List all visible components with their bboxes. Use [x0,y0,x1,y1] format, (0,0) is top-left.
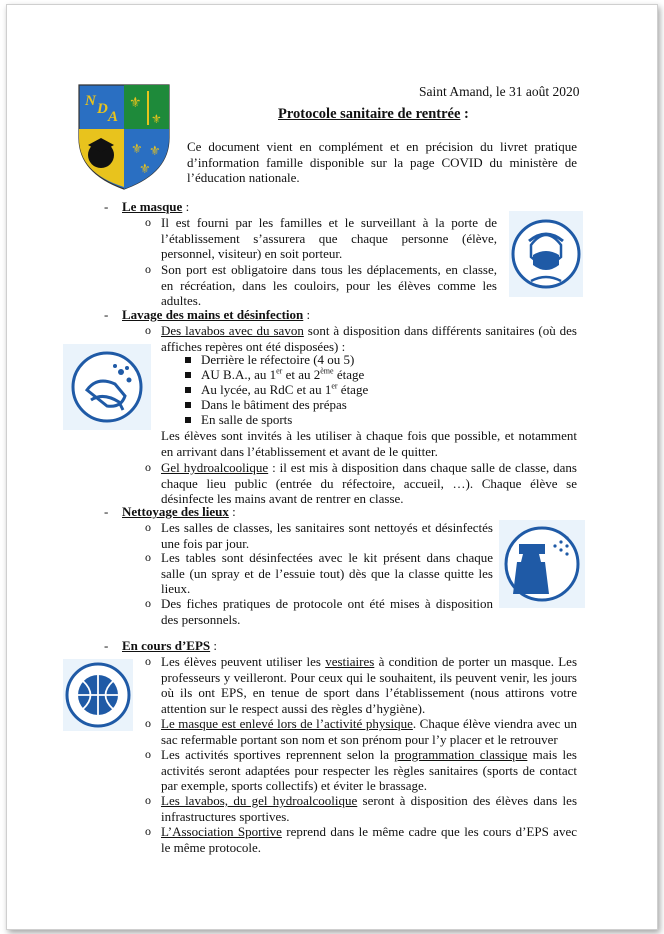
list-bullet: o [145,323,151,337]
svg-text:⚜: ⚜ [149,143,161,158]
basketball-icon [63,659,133,731]
eps-item-1-a: Les élèves peuvent utiliser les [161,654,326,669]
square-bullet [185,387,191,393]
nettoyage-title-suffix: : [228,504,236,519]
sanitaire-ba-mid: et au 2 [282,367,321,382]
list-bullet: o [145,824,151,838]
square-bullet [185,372,191,378]
eps-title-suffix: : [210,638,218,653]
eps-item-3-b: mais les activités seront adaptées pour respecter les règles sanitaires (sports de contact par exemple, sports collectifs) et éviter le brassage. [161,747,577,793]
sanitaire-lycee-end: étage [337,382,369,397]
section-title-masque [122,199,189,215]
eps-item-4 [161,793,577,824]
sup-er: er [276,366,283,376]
sup-eme: ème [320,366,334,376]
eps-item-4-b: seront à disposition des élèves dans les infrastructures sportives. [161,793,577,824]
list-bullet: o [145,654,151,668]
list-bullet: o [145,550,151,564]
nettoyage-item-2: Les tables sont désinfectées avec le kit présent dans chaque salle (un spray et de l’essuie tout) dès que la classe quitte les lieux. [161,550,493,596]
section-title-eps [122,638,217,654]
eps-item-3 [161,747,577,794]
sanitaire-prepas: Dans le bâtiment des prépas [201,397,347,412]
svg-text:N: N [85,93,96,109]
masque-item-2: Son port est obligatoire dans tous les déplacements, en classe, en récréation, dans les couloirs, pour les élèves comme les adultes. [161,262,497,308]
section-dash: - [104,638,109,653]
eps-item-5 [161,824,577,855]
document-page [6,4,658,930]
sanitaire-ba-end: étage [333,367,365,382]
list-bullet: o [145,596,151,610]
sanitaire-refectoire: Derrière le réfectoire (4 ou 5) [201,352,355,367]
spray-bottle-icon [499,520,585,608]
sanitaire-lycee [201,382,368,398]
list-bullet: o [145,262,151,276]
eps-item-1-b: à condition de porter un masque. Les professeurs y veilleront. Pour ceux qui le souhaitent, ils peuvent venir, les jours où ils ont EPS, en tenue de sport dans l’établissement (nous attirons votre attention sur le respect aussi des règles d’hygiène). [161,654,577,716]
list-bullet: o [145,460,151,474]
eps-item-2-b: . Chaque élève viendra avec un sac refermable portant son nom et son prénom pour l’y placer et le retrouver [161,716,577,747]
masque-title-suffix: : [182,199,190,214]
gel-link: Gel hydroalcoolique [161,460,269,475]
document-title-suffix: : [460,106,469,122]
intro-paragraph: Ce document vient en complément et en précision du livret pratique d’information famille disponible sur la page COVID du ministère de l’éducation nationale. [187,139,577,185]
eps-title: En cours d’EPS [122,638,211,653]
document-title: Protocole sanitaire de rentrée [278,106,461,122]
lavabos-gel-link: Les lavabos, du gel hydroalcoolique [161,793,358,808]
section-title-lavage [122,307,310,323]
section-dash: - [104,199,109,214]
lavage-item-1-text: sont à disposition dans différents sanitaires (où des affiches repères ont été disposées) : [161,323,577,354]
sanitaire-lycee-text: Au lycée, au RdC et au 1 [201,382,332,397]
document-date: Saint Amand, le 31 août 2020 [419,84,580,99]
eps-item-5-b: reprend dans le même cadre que les cours d’EPS avec le même protocole. [161,824,577,855]
eps-item-3-a: Les activités sportives reprennent selon la [161,747,395,762]
svg-text:A: A [108,109,119,125]
section-dash: - [104,307,109,322]
svg-text:D: D [97,101,108,117]
face-mask-icon [509,211,583,297]
association-sportive-link: L’Association Sportive [161,824,282,839]
svg-text:⚜: ⚜ [151,112,162,126]
hand-washing-icon [63,344,151,430]
svg-text:⚜: ⚜ [131,141,143,156]
school-crest-logo [77,83,171,191]
eps-item-1 [161,654,577,716]
square-bullet [185,402,191,408]
section-title-nettoyage [122,504,236,520]
eps-item-2 [161,716,577,747]
nettoyage-item-1: Les salles de classes, les sanitaires sont nettoyés et désinfectés une fois par jour. [161,520,493,551]
nettoyage-title: Nettoyage des lieux [122,504,229,519]
document-title-line [278,106,469,123]
vestiaires-link: vestiaires [325,654,375,669]
square-bullet [185,417,191,423]
sanitaire-sports: En salle de sports [201,412,293,427]
lavage-title-suffix: : [303,307,311,322]
sup-er: er [331,381,338,391]
masque-item-1: Il est fourni par les familles et le surveillant à la porte de l’établissement s’assurera que chaque personne (élève, personnel, visiteur) en soit porteur. [161,215,497,261]
nettoyage-item-3: Des fiches pratiques de protocole ont été mises à disposition des personnels. [161,596,493,627]
lavage-item-2 [161,460,577,507]
list-bullet: o [145,793,151,807]
lavage-item-2-text: : il est mis à disposition dans chaque salle de classe, dans chaque lieu public (entrée du réfectoire, accueil, …). Chaque élève se désinfecte les mains avant de rentrer en classe. [161,460,577,506]
list-bullet: o [145,215,151,229]
sanitaire-ba [201,367,364,383]
masque-title: Le masque [122,199,183,214]
square-bullet [185,357,191,363]
list-bullet: o [145,747,151,761]
svg-text:⚜: ⚜ [129,96,142,111]
programmation-link: programmation classique [394,747,528,762]
sanitaire-ba-text: AU B.A., au 1 [201,367,277,382]
svg-text:⚜: ⚜ [139,161,151,176]
lavage-title: Lavage des mains et désinfection [122,307,304,322]
masque-enleve-link: Le masque est enlevé lors de l’activité physique [161,716,413,731]
list-bullet: o [145,520,151,534]
list-bullet: o [145,716,151,730]
lavage-item-1 [161,323,577,354]
section-dash: - [104,504,109,519]
lavage-note: Les élèves sont invités à les utiliser à chaque fois que possible, et notamment en arrivant dans l’établissement et avant de le quitter. [161,428,577,459]
lavabos-link: Des lavabos avec du savon [161,323,304,338]
